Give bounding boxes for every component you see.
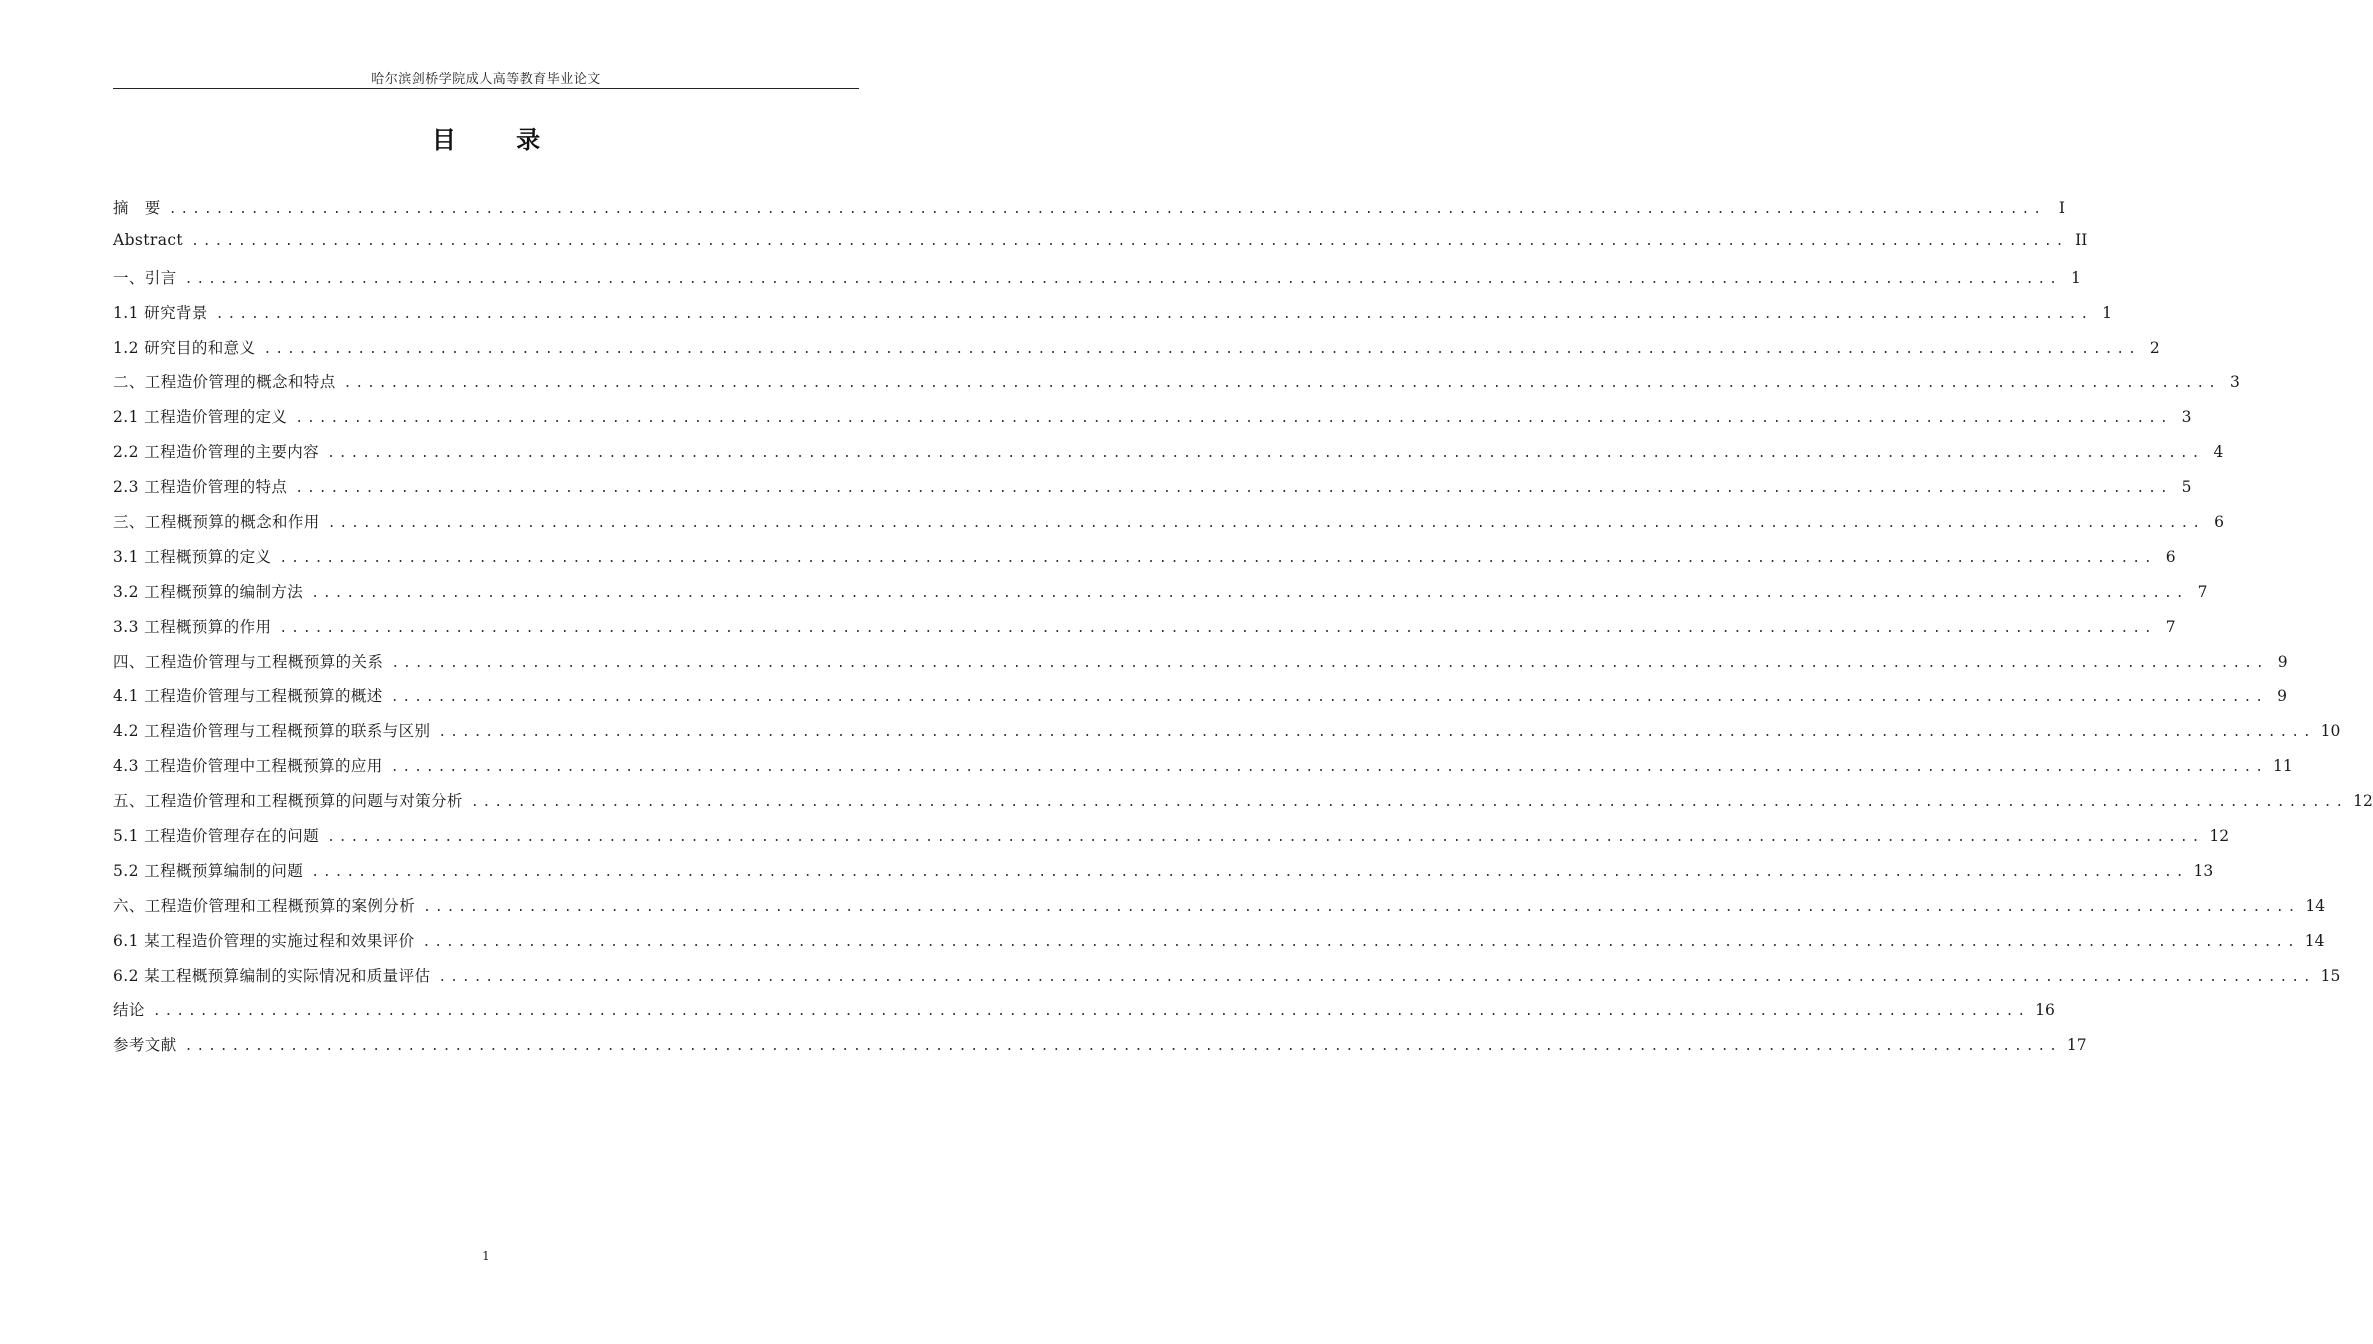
toc-entry[interactable] <box>113 929 2325 964</box>
toc-entry-label: 2.3 工程造价管理的特点 <box>113 478 288 497</box>
toc-leader-dots: ................................................................................................................................................................ <box>184 1039 2061 1055</box>
toc-leader-dots: ................................................................................................................................................................ <box>423 899 2300 915</box>
toc-entry[interactable] <box>113 1033 2087 1068</box>
toc-entry-label: 摘 要 <box>113 199 161 217</box>
table-of-contents <box>113 196 2373 1068</box>
header-divider <box>113 88 859 89</box>
running-header: 哈尔滨剑桥学院成人高等教育毕业论文 <box>371 72 601 87</box>
toc-entry[interactable] <box>113 196 2065 231</box>
toc-entry-label: 1.1 研究背景 <box>113 303 208 322</box>
toc-entry[interactable] <box>113 719 2341 754</box>
toc-entry-label: 3.2 工程概预算的编制方法 <box>113 582 304 601</box>
toc-entry[interactable] <box>113 615 2176 650</box>
toc-entry-page: 10 <box>2320 722 2341 741</box>
toc-entry[interactable] <box>113 545 2176 580</box>
toc-entry-label: Abstract <box>113 230 184 249</box>
toc-entry[interactable] <box>113 230 2088 266</box>
toc-entry-page: 7 <box>2197 582 2208 601</box>
toc-leader-dots: ................................................................................................................................................................ <box>279 620 2156 636</box>
toc-entry-page: 12 <box>2209 827 2230 846</box>
toc-entry-page: I <box>2058 199 2065 217</box>
toc-entry-label: 六、工程造价管理和工程概预算的案例分析 <box>113 896 416 915</box>
toc-entry-page: 6 <box>2214 513 2224 532</box>
toc-leader-dots: ................................................................................................................................................................ <box>438 725 2315 741</box>
toc-entry-page: 6 <box>2165 547 2176 566</box>
toc-entry[interactable] <box>113 440 2224 475</box>
toc-leader-dots: ................................................................................................................................................................ <box>184 271 2061 287</box>
toc-entry-page: 3 <box>2230 373 2240 392</box>
toc-entry[interactable] <box>113 894 2326 929</box>
toc-entry-page: 16 <box>2035 1001 2055 1020</box>
toc-entry-label: 1.2 研究目的和意义 <box>113 338 256 357</box>
toc-entry-label: 5.2 工程概预算编制的问题 <box>113 861 304 880</box>
toc-entry[interactable] <box>113 650 2288 685</box>
toc-entry-page: 5 <box>2181 478 2192 497</box>
toc-leader-dots: ................................................................................................................................................................ <box>343 376 2220 392</box>
toc-entry-label: 4.3 工程造价管理中工程概预算的应用 <box>113 757 383 776</box>
toc-leader-dots: ................................................................................................................................................................ <box>470 795 2348 811</box>
toc-entry-label: 二、工程造价管理的概念和特点 <box>113 373 336 392</box>
toc-leader-dots: ................................................................................................................................................................ <box>327 446 2204 462</box>
toc-leader-dots: ................................................................................................................................................................ <box>295 411 2172 427</box>
toc-leader-dots: ................................................................................................................................................................ <box>327 516 2204 532</box>
toc-entry-page: 2 <box>2149 338 2160 357</box>
toc-entry-label: 参考文献 <box>113 1036 177 1055</box>
toc-entry[interactable] <box>113 998 2055 1033</box>
toc-entry-page: II <box>2075 230 2088 249</box>
toc-entry[interactable] <box>113 475 2192 510</box>
toc-leader-dots: ................................................................................................................................................................ <box>215 306 2093 322</box>
toc-entry-label: 6.1 某工程造价管理的实施过程和效果评价 <box>113 931 415 950</box>
toc-entry[interactable] <box>113 859 2214 894</box>
page-number: 1 <box>482 1249 490 1263</box>
toc-entry-label: 3.1 工程概预算的定义 <box>113 547 272 566</box>
toc-entry-label: 三、工程概预算的概念和作用 <box>113 513 320 532</box>
page-title: 目 录 <box>431 125 567 154</box>
toc-entry-label: 4.2 工程造价管理与工程概预算的联系与区别 <box>113 722 431 741</box>
toc-entry-label: 2.2 工程造价管理的主要内容 <box>113 443 320 462</box>
toc-leader-dots: ................................................................................................................................................................ <box>390 690 2267 706</box>
toc-leader-dots: ................................................................................................................................................................ <box>295 481 2172 497</box>
toc-leader-dots: ................................................................................................................................................................ <box>438 969 2315 985</box>
toc-entry[interactable] <box>113 405 2192 440</box>
toc-entry-label: 结论 <box>113 1001 145 1020</box>
toc-entry-page: 17 <box>2066 1036 2087 1055</box>
toc-leader-dots: ................................................................................................................................................................ <box>422 934 2299 950</box>
toc-entry-label: 2.1 工程造价管理的定义 <box>113 408 288 427</box>
toc-entry-page: 12 <box>2353 792 2373 811</box>
toc-entry-page: 1 <box>2102 303 2113 322</box>
toc-leader-dots: ................................................................................................................................................................ <box>168 202 2045 217</box>
toc-leader-dots: ................................................................................................................................................................ <box>391 655 2268 671</box>
toc-entry[interactable] <box>113 510 2224 545</box>
toc-entry-label: 3.3 工程概预算的作用 <box>113 617 272 636</box>
toc-entry[interactable] <box>113 824 2230 859</box>
toc-entry-page: 9 <box>2277 652 2288 671</box>
toc-leader-dots: ................................................................................................................................................................ <box>327 830 2204 846</box>
toc-entry[interactable] <box>113 754 2293 789</box>
toc-entry-page: 14 <box>2304 931 2325 950</box>
toc-entry[interactable] <box>113 684 2287 719</box>
toc-leader-dots: ................................................................................................................................................................ <box>390 760 2267 776</box>
toc-entry-label: 五、工程造价管理和工程概预算的问题与对策分析 <box>113 792 463 811</box>
toc-entry[interactable] <box>113 301 2113 336</box>
toc-leader-dots: ................................................................................................................................................................ <box>311 864 2188 880</box>
toc-entry-label: 四、工程造价管理与工程概预算的关系 <box>113 652 384 671</box>
toc-entry-page: 9 <box>2277 687 2287 706</box>
toc-entry-label: 6.2 某工程概预算编制的实际情况和质量评估 <box>113 966 431 985</box>
toc-entry-page: 1 <box>2071 268 2081 287</box>
toc-entry[interactable] <box>113 580 2208 615</box>
toc-entry-page: 4 <box>2213 443 2224 462</box>
toc-leader-dots: ................................................................................................................................................................ <box>279 550 2156 566</box>
toc-leader-dots: ................................................................................................................................................................ <box>311 585 2188 601</box>
toc-entry[interactable] <box>113 789 2373 824</box>
toc-entry[interactable] <box>113 370 2240 405</box>
toc-entry-label: 一、引言 <box>113 268 177 287</box>
toc-entry-page: 13 <box>2193 861 2214 880</box>
toc-entry-page: 15 <box>2320 966 2341 985</box>
toc-entry[interactable] <box>113 336 2160 371</box>
toc-entry-page: 14 <box>2305 896 2326 915</box>
toc-entry-label: 4.1 工程造价管理与工程概预算的概述 <box>113 687 383 706</box>
toc-leader-dots: ................................................................................................................................................................ <box>152 1004 2030 1020</box>
toc-entry-label: 5.1 工程造价管理存在的问题 <box>113 827 320 846</box>
toc-entry-page: 11 <box>2272 757 2293 776</box>
toc-leader-dots: ................................................................................................................................................................ <box>191 233 2068 249</box>
toc-entry-page: 7 <box>2165 617 2176 636</box>
toc-entry[interactable] <box>113 964 2341 999</box>
toc-leader-dots: ................................................................................................................................................................ <box>263 341 2140 357</box>
toc-entry-page: 3 <box>2181 408 2192 427</box>
toc-entry[interactable] <box>113 266 2081 301</box>
